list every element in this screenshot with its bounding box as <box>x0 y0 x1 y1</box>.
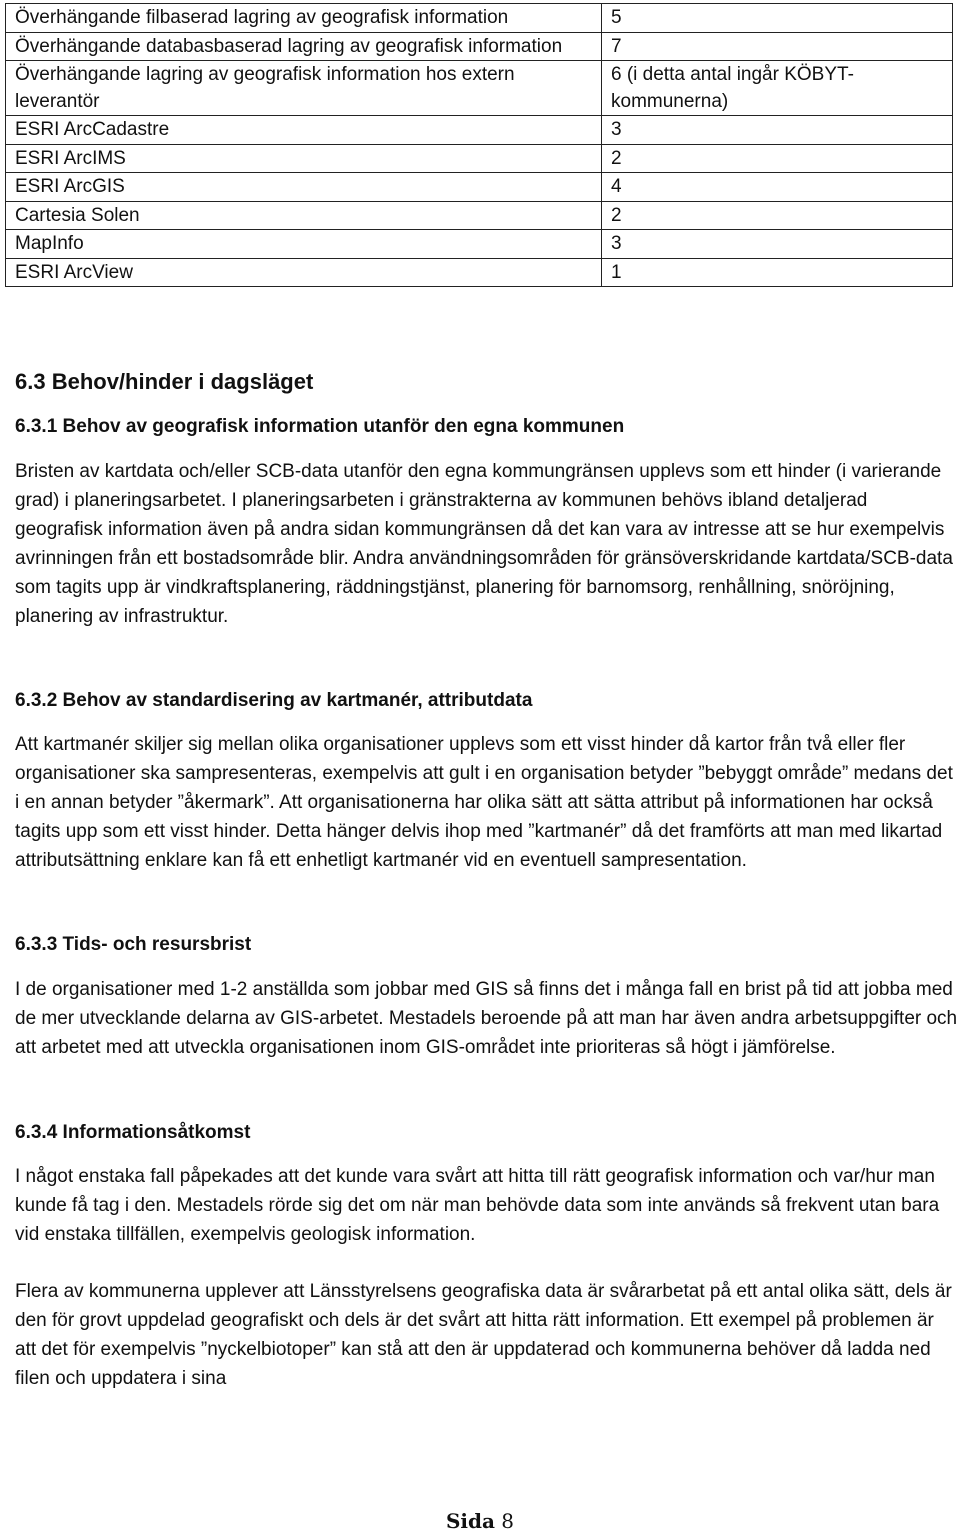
paragraph-6-3-1: Bristen av kartdata och/eller SCB-data utanför den egna kommungränsen upplevs som ett hinder (i varierande grad) i planeringsarbetet. I planeringsarbeten i gränstrakterna av kommunen behövs ibland detaljerad geografisk information även på andra sidan kommungränsen då det kan vara av intresse att se hur exempelvis avrinningen från ett bostadsområde blir. Andra användningsområden för gränsöverskridande kartdata/SCB-data som tagits upp är vindkraftsplanering, räddningstjänst, planering för barnomsorg, renhållning, snöröjning, planering av infrastruktur. <box>15 461 953 627</box>
table-cell-label: Överhängande lagring av geografisk information hos extern leverantör <box>6 61 602 116</box>
table-cell-value: 7 <box>602 32 953 61</box>
paragraph-6-3-4-b: Flera av kommunerna upplever att Länsstyrelsens geografiska data är svårarbetat på ett antal olika sätt, dels är den för grovt uppdelad geografiskt och dels är det svårt att hitta rätt information. Ett exempel på problemen är att det för exempelvis ”nyckelbiotoper” kan stå att den är uppdaterad och kommunerna behöver då ladda ned filen och uppdatera i sina <box>15 1281 952 1389</box>
paragraph-6-3-4-a: I något enstaka fall påpekades att det kunde vara svårt att hitta till rätt geografisk information och var/hur man kunde få tag i den. Mestadels rörde sig det om när man behövde data som inte används så frekvent utan bara vid enstaka tillfällen, exempelvis geologisk information. <box>15 1166 940 1245</box>
table-cell-value: 1 <box>602 258 953 287</box>
gis-storage-table <box>5 3 953 287</box>
table-row <box>6 258 953 287</box>
table-cell-label: MapInfo <box>6 230 602 259</box>
table-row <box>6 230 953 259</box>
table-cell-label: Cartesia Solen <box>6 201 602 230</box>
table-row <box>6 4 953 33</box>
subsection-heading-6-3-1: 6.3.1 Behov av geografisk information utanför den egna kommunen <box>15 416 625 437</box>
table-cell-value: 2 <box>602 201 953 230</box>
paragraph-6-3-2: Att kartmanér skiljer sig mellan olika organisationer upplevs som ett visst hinder då kartor från två eller fler organisationer ska sampresenteras, exempelvis att gult i en organisation betyder ”bebyggt område” medans det i en annan betyder ”åkermark”. Att organisationerna har olika sätt att sätta attribut på informationen har också tagits upp som ett visst hinder. Detta hänger delvis ihop med ”kartmanér” då det framförts att man med likartad attributsättning enklare kan få ett enhetligt kartmanér vid en eventuell sampresentation. <box>15 734 953 871</box>
table-cell-value: 3 <box>602 230 953 259</box>
table-row <box>6 173 953 202</box>
section-heading: 6.3 Behov/hinder i dagsläget <box>15 369 314 394</box>
page-number: 8 <box>501 1509 515 1533</box>
table-cell-value: 4 <box>602 173 953 202</box>
table-row <box>6 116 953 145</box>
table-cell-label: ESRI ArcIMS <box>6 144 602 173</box>
page-footer <box>0 1508 960 1534</box>
table-cell-value: 3 <box>602 116 953 145</box>
table-row <box>6 61 953 116</box>
table-row <box>6 32 953 61</box>
table-cell-label: Överhängande filbaserad lagring av geografisk information <box>6 4 602 33</box>
table-cell-label: ESRI ArcGIS <box>6 173 602 202</box>
subsection-heading-6-3-2: 6.3.2 Behov av standardisering av kartmanér, attributdata <box>15 690 533 711</box>
table-cell-label: ESRI ArcCadastre <box>6 116 602 145</box>
table-cell-value: 2 <box>602 144 953 173</box>
table-row <box>6 144 953 173</box>
page-label: Sida <box>445 1509 495 1533</box>
table-cell-label: ESRI ArcView <box>6 258 602 287</box>
table-cell-value: 6 (i detta antal ingår KÖBYT-kommunerna) <box>602 61 953 116</box>
table-row <box>6 201 953 230</box>
table-cell-label: Överhängande databasbaserad lagring av geografisk information <box>6 32 602 61</box>
subsection-heading-6-3-4: 6.3.4 Informationsåtkomst <box>15 1122 251 1143</box>
table-cell-value: 5 <box>602 4 953 33</box>
subsection-heading-6-3-3: 6.3.3 Tids- och resursbrist <box>15 934 252 955</box>
paragraph-6-3-3: I de organisationer med 1-2 anställda som jobbar med GIS så finns det i många fall en brist på tid att jobba med de mer utvecklande delarna av GIS-arbetet. Mestadels beroende på att man har även andra arbetsuppgifter och att arbetet med att utveckla organisationen inom GIS-området inte prioriteras så högt i jämförelse. <box>15 979 958 1058</box>
